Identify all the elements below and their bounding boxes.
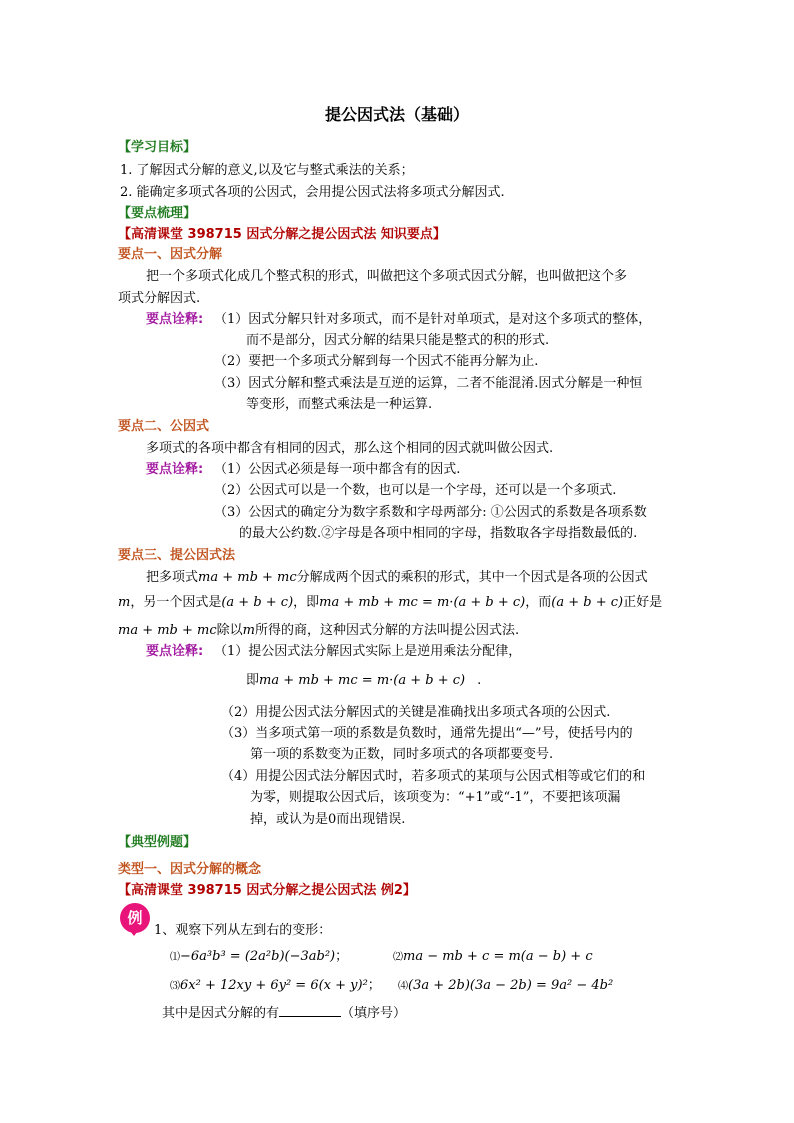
point3-note-1: （1）提公因式法分解因式实际上是逆用乘法分配律， xyxy=(214,644,522,659)
point2-note-1: （1）公因式必须是每一项中都含有的因式. xyxy=(214,462,461,477)
option-4-number: ⑷ xyxy=(398,981,408,992)
option-1-number: ⑴ xyxy=(170,952,180,963)
option-2-number: ⑵ xyxy=(393,952,403,963)
point3-line-3-a: 除以 xyxy=(216,623,243,638)
option-4-expr: (3a + 2b)(3a − 2b) = 9a² − 4b² xyxy=(408,978,614,993)
point1-heading: 要点一、因式分解 xyxy=(118,247,223,262)
point3-line-2-c: ，而 xyxy=(525,595,552,610)
option-1-sep: ； xyxy=(335,949,349,964)
option-4 xyxy=(398,977,613,996)
point1-note-3b: 等变形，而整式乘法是一种运算. xyxy=(246,397,433,412)
point2-note-3b: 的最大公约数.②字母是各项中相同的字母，指数取各字母指数最低的. xyxy=(239,526,638,541)
point3-expr-3: ma + mb + mc = m·(a + b + c) xyxy=(319,595,526,610)
point3-line-2-a: ，另一个因式是 xyxy=(130,595,222,610)
point3-note-4b: 为零，则提取公因式后，该项变为：“+1”或“-1”，不要把该项漏 xyxy=(250,790,621,805)
point1-note-3a: （3）因式分解和整式乘法是互逆的运算，二者不能混淆.因式分解是一种恒 xyxy=(214,376,643,391)
point3-line-3-b: 所得的商，这种因式分解的方法叫提公因式法. xyxy=(255,623,520,638)
point3-expr-5: ma + mb + mc xyxy=(118,623,217,638)
point3-note-label: 要点诠释: xyxy=(146,644,204,659)
point2-note-label: 要点诠释: xyxy=(146,462,204,477)
point3-line-1 xyxy=(146,569,648,587)
option-3-sep: ； xyxy=(367,978,381,993)
option-3-number: ⑶ xyxy=(170,981,180,992)
point3-expr-4: (a + b + c) xyxy=(551,595,624,610)
question-1-ask xyxy=(162,1004,406,1023)
example-video-link[interactable]: 【高清课堂 398715 因式分解之提公因式法 例2】 xyxy=(118,883,416,898)
point2-note-3a: （3）公因式的确定分为数字系数和字母两部分: ①公因式的系数是各项系数 xyxy=(214,505,647,520)
goal-item-1: 1. 了解因式分解的意义,以及它与整式乘法的关系； xyxy=(120,163,414,178)
point1-note-1b: 而不是部分，因式分解的结果只能是整式的积的形式. xyxy=(246,333,550,348)
point2-para: 多项式的各项中都含有相同的因式，那么这个相同的因式就叫做公因式. xyxy=(146,441,554,456)
point1-note-1a: （1）因式分解只针对多项式，而不是针对单项式，是对这个多项式的整体， xyxy=(214,312,652,327)
point3-m: m xyxy=(118,595,131,610)
question-1: 1、观察下列从左到右的变形： xyxy=(154,923,332,938)
point3-expr-6: ma + mb + mc = m·(a + b + c) xyxy=(259,673,466,688)
option-3 xyxy=(170,977,381,996)
point3-expr-1: ma + mb + mc xyxy=(198,570,297,585)
page-title: 提公因式法（基础） xyxy=(324,105,469,124)
points-video-link[interactable]: 【高清课堂 398715 因式分解之提公因式法 知识要点】 xyxy=(118,227,446,242)
point3-note-1-formula xyxy=(246,672,481,690)
examples-header: 【典型例题】 xyxy=(118,835,197,850)
goals-header: 【学习目标】 xyxy=(118,140,197,155)
point1-note-label: 要点诠释: xyxy=(146,312,204,327)
type1-heading: 类型一、因式分解的概念 xyxy=(118,862,262,877)
option-3-expr: 6x² + 12xy + 6y² = 6(x + y)² xyxy=(180,978,368,993)
option-1 xyxy=(170,948,348,967)
point2-heading: 要点二、公因式 xyxy=(118,419,210,434)
point3-note-4a: （4）用提公因式法分解因式时，若多项式的某项与公因式相等或它们的和 xyxy=(221,769,646,784)
point3-m-2: m xyxy=(242,623,255,638)
point3-line-1-pre: 把多项式 xyxy=(146,570,199,585)
point3-note-2: （2）用提公因式法分解因式的关键是准确找出多项式各项的公因式. xyxy=(221,705,611,720)
point2-note-2: （2）公因式可以是一个数，也可以是一个字母，还可以是一个多项式. xyxy=(214,483,617,498)
option-2 xyxy=(393,948,593,967)
point1-para-2: 项式分解因式. xyxy=(118,291,201,306)
option-1-expr: −6a³b³ = (2a²b)(−3ab²) xyxy=(180,949,336,964)
point3-note-3a: （3）当多项式第一项的系数是负数时，通常先提出“—”号，使括号内的 xyxy=(221,726,633,741)
answer-blank[interactable] xyxy=(279,1004,341,1017)
point3-line-2-b: ，即 xyxy=(293,595,320,610)
point3-expr-2: (a + b + c) xyxy=(221,595,294,610)
point1-note-2: （2）要把一个多项式分解到每一个因式不能再分解为止. xyxy=(214,354,539,369)
points-header: 【要点梳理】 xyxy=(118,206,197,221)
example-badge-icon: 例 xyxy=(120,903,150,933)
point3-note-4c: 掉，或认为是0而出现错误. xyxy=(250,812,406,827)
question-1-ask-post: （填序号） xyxy=(341,1006,407,1021)
point1-para-1: 把一个多项式化成几个整式积的形式，叫做把这个多项式因式分解，也叫做把这个多 xyxy=(146,269,628,284)
goal-item-2: 2. 能确定多项式各项的公因式，会用提公因式法将多项式分解因式. xyxy=(120,185,505,200)
point3-line-1-post: 分解成两个因式的乘积的形式，其中一个因式是各项的公因式 xyxy=(296,570,648,585)
point3-line-2-d: 正好是 xyxy=(623,595,663,610)
point3-note-3b: 第一项的系数变为正数，同时多项式的各项都要变号. xyxy=(250,747,554,762)
question-1-ask-pre: 其中是因式分解的有 xyxy=(162,1006,280,1021)
point3-note-1-pre: 即 xyxy=(246,673,260,688)
point3-note-1-post: . xyxy=(477,673,482,688)
point3-line-3 xyxy=(118,622,519,640)
option-2-expr: ma − mb + c = m(a − b) + c xyxy=(403,949,593,964)
point3-line-2 xyxy=(118,594,662,612)
point3-heading: 要点三、提公因式法 xyxy=(118,548,236,563)
